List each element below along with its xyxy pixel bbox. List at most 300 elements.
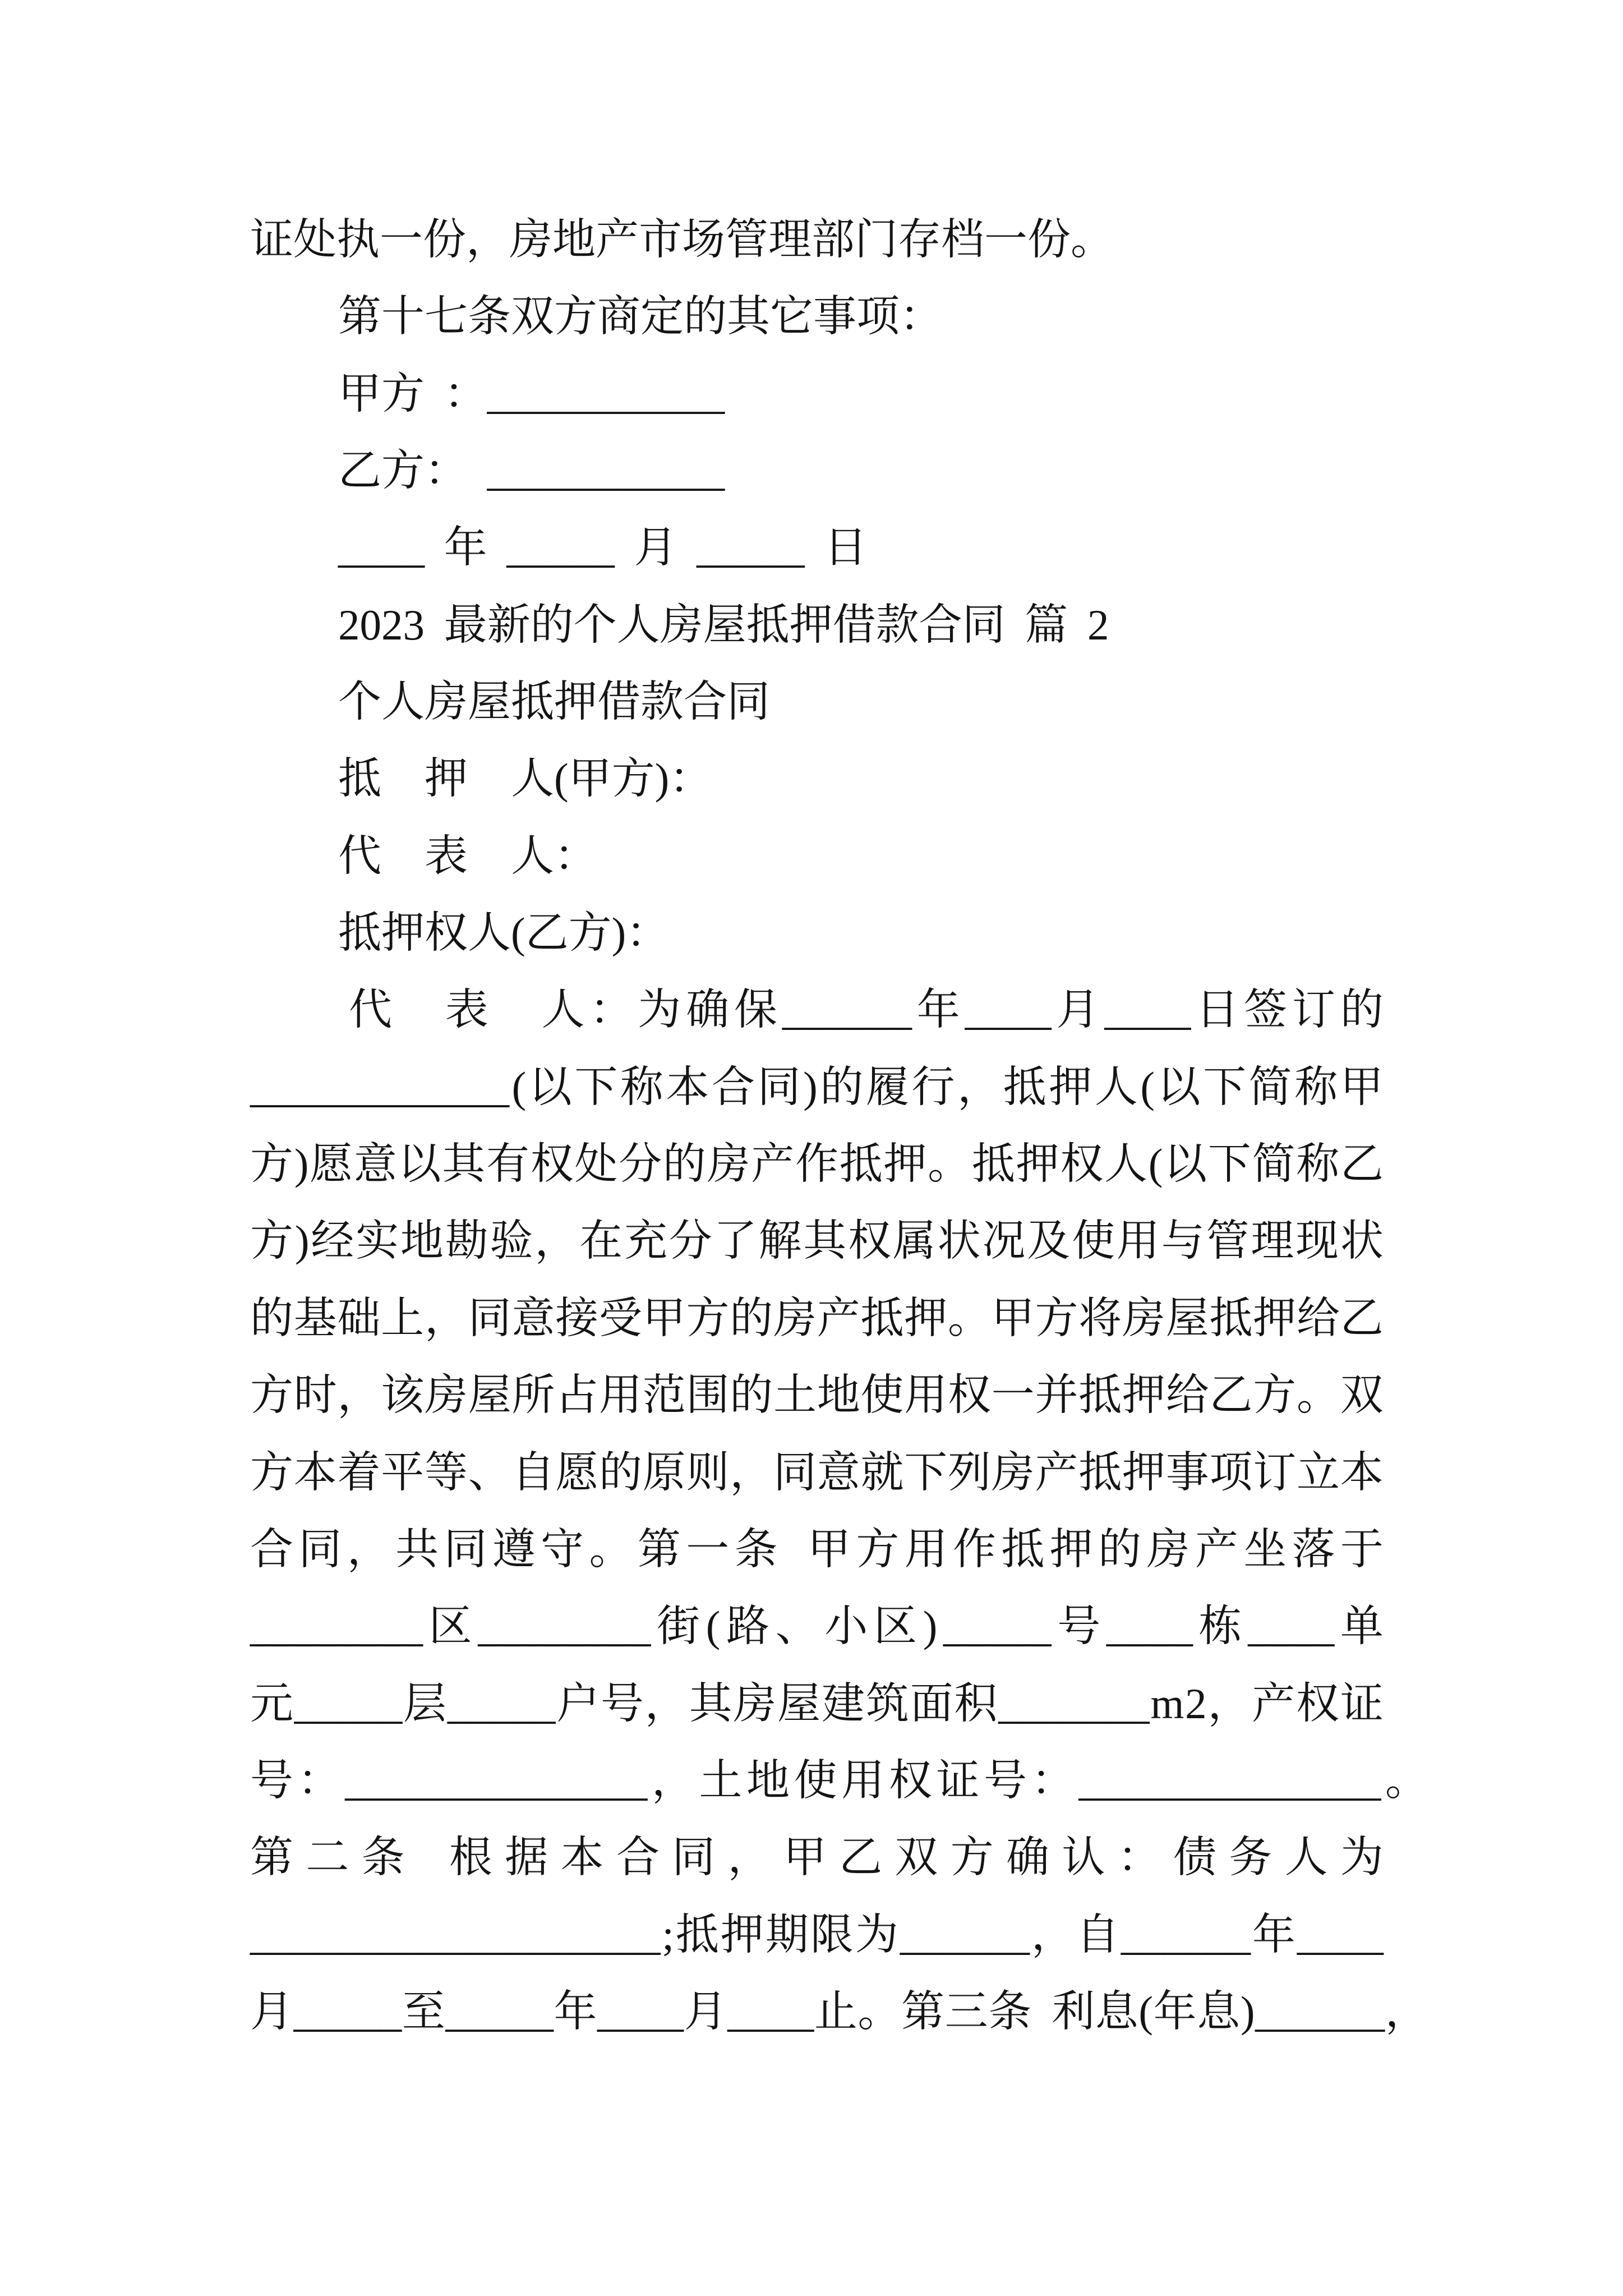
text-run: 认 (1062, 1833, 1105, 1882)
text-run: 产 (751, 1140, 795, 1189)
text-run: 方 (856, 1525, 900, 1573)
text-run: 押 (1122, 1448, 1165, 1497)
text-run: 确 (686, 986, 730, 1034)
text-run: 产 (1195, 1525, 1238, 1573)
text-run: 一 (686, 1525, 730, 1573)
fill-in-blank: ___________________ (250, 1910, 661, 1959)
text-run: 积 (954, 1679, 998, 1728)
fill-in-blank: _____ (445, 1987, 554, 2036)
text-run: 简 (1252, 1140, 1295, 1189)
text-run: 签 (1244, 986, 1288, 1034)
fill-in-blank: ______________ (345, 1756, 648, 1805)
body-line (250, 1280, 1384, 1357)
text-run: 简 (1248, 1062, 1292, 1111)
text-run: 共 (395, 1525, 439, 1573)
text-run: 第 (250, 1833, 293, 1882)
page-text (0, 201, 1623, 2050)
text-run: 列 (948, 1448, 991, 1497)
text-run: 抵 (839, 1140, 883, 1189)
text-run: ( (511, 1062, 527, 1111)
text-run: ; (662, 1910, 674, 1959)
text-run: 处 (574, 1140, 618, 1189)
text-run: 人 (1094, 1062, 1138, 1111)
text-run: 用 (904, 1371, 948, 1420)
body-line (250, 1203, 1384, 1280)
text-run: ， (347, 1525, 390, 1573)
mortgagee-label: 抵押权人(乙方)： (338, 909, 670, 958)
text-run: 产 (817, 1294, 860, 1342)
fill-in-blank: _____ (447, 1679, 556, 1728)
text-run: 产 (1252, 1679, 1295, 1728)
text-run: 下 (1207, 1140, 1251, 1189)
text-run: 屋 (777, 1679, 821, 1728)
text-run: m (1150, 1679, 1184, 1728)
text-run: 押 (883, 1140, 927, 1189)
text-run: 事 (1165, 1448, 1209, 1497)
text-run: 用 (904, 1525, 948, 1573)
fill-in-blank: ________ (250, 1602, 423, 1651)
text-run: 分 (668, 1217, 712, 1266)
text-run: 将 (1078, 1294, 1122, 1342)
text-run: 甲 (991, 1294, 1035, 1342)
text-run: ， (534, 1217, 578, 1266)
text-run: 息 (1095, 1987, 1138, 2036)
fill-in-blank: ____________ (250, 1062, 509, 1111)
text-run: 权 (888, 1756, 932, 1805)
text-run: ： (1031, 1756, 1075, 1805)
text-run: 愿 (310, 1140, 353, 1189)
text-run: 房 (707, 1140, 750, 1189)
text-run: 的 (1098, 1525, 1142, 1573)
text-run: 人 (541, 986, 585, 1034)
text-run: 号 (1057, 1602, 1101, 1651)
text-run: 屋 (1165, 1294, 1209, 1342)
text-run: 年 (916, 986, 960, 1034)
date-line: ____ 年 _____ 月 _____ 日 (338, 523, 868, 572)
text-run: 方 (950, 1833, 994, 1882)
text-run: ， (730, 1448, 773, 1497)
text-run: 土 (699, 1756, 743, 1805)
text-run: 房 (773, 1294, 817, 1342)
text-run: 月 (684, 1987, 727, 2036)
text-run: 自 (511, 1448, 555, 1497)
text-run (494, 972, 537, 1048)
party-a-signature-line: 甲方 ：___________ (338, 369, 725, 418)
text-run: 筑 (865, 1679, 909, 1728)
text-run: 至 (402, 1987, 445, 2036)
text-run: 抵 (675, 1910, 719, 1959)
text-run: 本 (293, 1448, 337, 1497)
text-run: 根 (449, 1833, 492, 1882)
text-run: 建 (821, 1679, 865, 1728)
text-run: 甲 (807, 1525, 851, 1573)
text-run: 同 (672, 1833, 716, 1882)
text-run: 地 (817, 1371, 860, 1420)
text-run: 立 (1297, 1448, 1340, 1497)
text-run: 抵 (860, 1294, 904, 1342)
text-run: 在 (579, 1217, 623, 1266)
fill-in-blank: ____ (1104, 986, 1191, 1034)
contract-title: 个人房屋抵押借款合同 (338, 678, 770, 726)
text-run: 为 (638, 986, 681, 1034)
text-run: 方 (686, 1294, 730, 1342)
text-run: ( (1138, 1987, 1154, 2036)
text-run: 保 (734, 986, 777, 1034)
text-run: 面 (910, 1679, 953, 1728)
text-run: 下 (904, 1448, 948, 1497)
text-run: 。 (589, 1525, 633, 1573)
text-run: 及 (1027, 1217, 1071, 1266)
text-run: ， (1385, 1987, 1428, 2036)
fill-in-blank: ____ (597, 1987, 684, 2036)
text-run: 其 (803, 1217, 847, 1266)
text-run: 第 (901, 1987, 945, 2036)
text-run: 则 (686, 1448, 730, 1497)
text-run: 押 (1049, 1525, 1093, 1573)
text-run: 并 (1035, 1371, 1078, 1420)
text-run: ， (1031, 1910, 1075, 1959)
text-run: 称 (620, 1062, 663, 1111)
text-run (397, 972, 440, 1048)
text-run: 房 (733, 1679, 777, 1728)
text-run: 押 (1016, 1140, 1059, 1189)
text-run: 了 (713, 1217, 757, 1266)
text-run: 本 (1340, 1448, 1384, 1497)
text-run: 行 (911, 1062, 955, 1111)
text-run: 同 (468, 1294, 511, 1342)
text-run: 条 (361, 1833, 405, 1882)
fill-in-blank: ____ (1297, 1910, 1384, 1959)
text-run: 押 (1122, 1371, 1165, 1420)
text-run: 本 (560, 1833, 604, 1882)
text-run: 下 (574, 1062, 618, 1111)
text-run: 同 (773, 1448, 817, 1497)
text-run: 订 (1253, 1448, 1297, 1497)
text-run: 该 (381, 1371, 425, 1420)
text-run: 等 (425, 1448, 468, 1497)
closing-line: 证处执一份，房地产市场管理部门存档一份。 (250, 215, 1114, 264)
text-run: 状 (1340, 1217, 1384, 1266)
text-run (1032, 1973, 1052, 2050)
text-run: 的 (599, 1448, 642, 1497)
text-run: 础 (337, 1294, 381, 1342)
text-run: 抵 (1078, 1371, 1122, 1420)
text-run: 街 (657, 1602, 700, 1651)
text-run: 限 (810, 1910, 854, 1959)
text-run: 房 (1122, 1294, 1165, 1342)
text-run: 一 (991, 1371, 1035, 1420)
body-line (250, 1665, 1384, 1742)
text-run: 状 (937, 1217, 981, 1266)
text-run: 有 (486, 1140, 529, 1189)
text-run: 甲 (642, 1294, 686, 1342)
text-run: 权 (948, 1371, 991, 1420)
text-run: 的 (730, 1371, 773, 1420)
text-run: 称 (1294, 1062, 1338, 1111)
text-run: ) (803, 1062, 818, 1111)
text-run: ) (1240, 1987, 1255, 2036)
text-run: 合 (250, 1525, 293, 1573)
text-run: 以 (1157, 1062, 1201, 1111)
body-line (250, 1973, 1428, 2050)
text-run: 户 (556, 1679, 600, 1728)
text-run: 时 (293, 1371, 337, 1420)
text-run: 给 (1165, 1371, 1209, 1420)
fill-in-blank: ______________ (1078, 1756, 1381, 1805)
text-run: 的 (662, 1140, 706, 1189)
text-run: 二 (306, 1833, 349, 1882)
fill-in-blank: ____ (965, 986, 1052, 1034)
text-run: 。 (1385, 1756, 1428, 1805)
text-run: 房 (991, 1448, 1035, 1497)
text-run: 双 (895, 1833, 938, 1882)
text-run: 使 (1072, 1217, 1115, 1266)
text-run: 称 (1296, 1140, 1340, 1189)
mortgagor-representative-label: 代 表 人： (338, 831, 597, 880)
text-run: 抵 (971, 1140, 1015, 1189)
text-run: 息 (1197, 1987, 1241, 2036)
text-run: 以 (1164, 1140, 1207, 1189)
text-run: 第 (637, 1525, 681, 1573)
text-run: 地 (400, 1217, 444, 1266)
text-run: 权 (1060, 1140, 1104, 1189)
fill-in-blank: _____ (294, 1679, 403, 1728)
text-run: 屋 (468, 1371, 511, 1420)
text-run: 其 (442, 1140, 486, 1189)
body-line (250, 1049, 1384, 1126)
text-run: 项 (1209, 1448, 1253, 1497)
text-run: 乙 (1340, 1140, 1384, 1189)
text-run: 、 (468, 1448, 511, 1497)
text-run: 充 (624, 1217, 667, 1266)
text-run: 意 (353, 1140, 397, 1189)
text-run: 就 (860, 1448, 904, 1497)
text-run: 方 (1035, 1294, 1078, 1342)
text-run: 解 (758, 1217, 802, 1266)
text-run: 接 (555, 1294, 599, 1342)
fill-in-blank: _____ (293, 1987, 402, 2036)
text-run: 代 (349, 986, 392, 1034)
text-run: 止 (814, 1987, 857, 2036)
text-run: 房 (425, 1371, 468, 1420)
text-run: 日 (1196, 986, 1239, 1034)
text-run: 用 (1116, 1217, 1160, 1266)
text-run: 范 (642, 1371, 686, 1420)
text-run: 区 (428, 1602, 472, 1651)
text-run: 权 (1296, 1679, 1340, 1728)
text-run: 所 (511, 1371, 555, 1420)
text-run: 区 (874, 1602, 917, 1651)
body-line (250, 1897, 1384, 1973)
fill-in-blank: _______ (998, 1679, 1150, 1728)
text-run: 小 (824, 1602, 868, 1651)
text-run: 使 (794, 1756, 837, 1805)
text-run: 理 (1251, 1217, 1294, 1266)
text-run: 受 (599, 1294, 642, 1342)
text-run: 的 (250, 1294, 293, 1342)
text-run: 合 (712, 1062, 755, 1111)
text-run: 属 (892, 1217, 936, 1266)
text-run: 押 (1049, 1062, 1092, 1111)
text-run: ( (1148, 1140, 1163, 1189)
text-run: 合 (616, 1833, 660, 1882)
text-run: 守 (541, 1525, 584, 1573)
text-run: ， (425, 1294, 468, 1342)
fill-in-blank: ______ (1255, 1987, 1385, 2036)
text-run: 方 (250, 1448, 293, 1497)
text-run: 抵 (1003, 1062, 1046, 1111)
text-run: 抵 (1078, 1448, 1122, 1497)
body-line (250, 1742, 1428, 1819)
text-run: 双 (1340, 1371, 1384, 1420)
text-run: 勘 (445, 1217, 488, 1266)
text-run: 权 (530, 1140, 574, 1189)
text-run: 作 (953, 1525, 997, 1573)
text-run: 况 (982, 1217, 1026, 1266)
text-run: 实 (356, 1217, 399, 1266)
text-run: 占 (555, 1371, 599, 1420)
text-run: ： (1117, 1833, 1161, 1882)
text-run: 本 (666, 1062, 709, 1111)
text-run: ) (923, 1602, 938, 1651)
text-run: 基 (293, 1294, 337, 1342)
text-run: 人 (1284, 1833, 1328, 1882)
text-run: 同 (444, 1525, 487, 1573)
text-run: 坐 (1243, 1525, 1287, 1573)
text-run: 验 (490, 1217, 533, 1266)
text-run: 自 (1076, 1910, 1119, 1959)
text-run: 证 (936, 1756, 980, 1805)
text-run: 方 (250, 1217, 293, 1266)
text-run: 表 (445, 986, 488, 1034)
text-run: 方 (1253, 1371, 1297, 1420)
text-run: 其 (689, 1679, 732, 1728)
text-run: 单 (1340, 1602, 1384, 1651)
fill-in-blank: ________ (478, 1602, 651, 1651)
text-run: 栋 (1198, 1602, 1242, 1651)
text-run: 年 (554, 1987, 597, 2036)
text-run: 甲 (783, 1833, 827, 1882)
text-run: ( (1140, 1062, 1155, 1111)
fill-in-blank: ______ (782, 986, 912, 1034)
text-run: 月 (250, 1987, 293, 2036)
text-run: 。 (1297, 1371, 1340, 1420)
text-run: 履 (865, 1062, 909, 1111)
text-run: 三 (944, 1987, 988, 2036)
text-run: 落 (1292, 1525, 1335, 1573)
text-run: ( (706, 1602, 721, 1651)
text-run: 条 (734, 1525, 778, 1573)
text-run: 使 (860, 1371, 904, 1420)
text-run (417, 1819, 437, 1896)
text-run: 的 (1340, 986, 1384, 1034)
text-run: ， (727, 1833, 771, 1882)
text-run: 押 (904, 1294, 948, 1342)
text-run: 人 (1104, 1140, 1148, 1189)
text-run: 分 (619, 1140, 662, 1189)
text-run: 据 (505, 1833, 548, 1882)
party-b-signature-line: 乙方： ___________ (338, 447, 725, 495)
text-run: 与 (1161, 1217, 1205, 1266)
text-run: 遵 (492, 1525, 536, 1573)
text-run: ： (589, 986, 633, 1034)
body-line (250, 1819, 1384, 1896)
article-17-heading: 第十七条双方商定的其它事项： (338, 292, 943, 341)
text-run: 方 (250, 1371, 293, 1420)
text-run: 路 (726, 1602, 770, 1651)
text-run: 土 (773, 1371, 817, 1420)
body-line (250, 1588, 1384, 1665)
text-run: ， (1207, 1679, 1251, 1728)
text-run: ， (337, 1371, 381, 1420)
text-run: 利 (1052, 1987, 1095, 2036)
text-run: 权 (848, 1217, 892, 1266)
text-run: 上 (381, 1294, 425, 1342)
text-run: 为 (855, 1910, 898, 1959)
text-run: 。 (857, 1987, 901, 2036)
text-run: 着 (337, 1448, 381, 1497)
text-run: 条 (988, 1987, 1032, 2036)
text-run: 意 (817, 1448, 860, 1497)
text-run: 愿 (555, 1448, 599, 1497)
text-run: 以 (528, 1062, 572, 1111)
text-run: ， (644, 1679, 688, 1728)
text-run: 同 (298, 1525, 342, 1573)
text-run: 证 (1340, 1679, 1384, 1728)
fill-in-blank: ____ (1106, 1602, 1193, 1651)
text-run: ： (297, 1756, 341, 1805)
text-run: ) (294, 1140, 309, 1189)
text-run: 年 (1252, 1910, 1295, 1959)
text-run: 作 (795, 1140, 838, 1189)
text-run: 乙 (1209, 1371, 1253, 1420)
fill-in-blank: ____ (727, 1987, 814, 2036)
text-run: 于 (1340, 1525, 1384, 1573)
fill-in-blank: _____ (943, 1602, 1052, 1651)
text-run: 经 (311, 1217, 354, 1266)
text-run: 平 (381, 1448, 425, 1497)
text-run: ) (294, 1217, 310, 1266)
text-run: 管 (1206, 1217, 1249, 1266)
text-run: 为 (1340, 1833, 1384, 1882)
text-run: 的 (730, 1294, 773, 1342)
fill-in-blank: ______ (900, 1910, 1030, 1959)
section-heading: 2023 最新的个人房屋抵押借款合同 篇 2 (338, 600, 1109, 649)
text-run: 现 (1295, 1217, 1339, 1266)
text-run: 方 (250, 1140, 293, 1189)
text-run: 抵 (1001, 1525, 1045, 1573)
text-run: 确 (1006, 1833, 1050, 1882)
text-run: 。 (928, 1140, 971, 1189)
text-run: 乙 (839, 1833, 883, 1882)
text-run: 务 (1229, 1833, 1272, 1882)
text-run: 产 (1035, 1448, 1078, 1497)
body-line (349, 972, 1384, 1048)
text-run: 的 (820, 1062, 864, 1111)
text-run: 地 (746, 1756, 790, 1805)
text-run: 2 (1185, 1679, 1207, 1728)
text-run: ， (957, 1062, 1001, 1111)
text-run: 意 (511, 1294, 555, 1342)
fill-in-blank: ____ (1248, 1602, 1335, 1651)
text-run: 用 (599, 1371, 642, 1420)
mortgagor-label: 抵 押 人(甲方)： (338, 754, 713, 803)
text-run: 围 (686, 1371, 730, 1420)
text-run: 押 (1253, 1294, 1297, 1342)
text-run: 号 (250, 1756, 293, 1805)
text-run: 。 (948, 1294, 991, 1342)
text-run: 订 (1292, 986, 1335, 1034)
